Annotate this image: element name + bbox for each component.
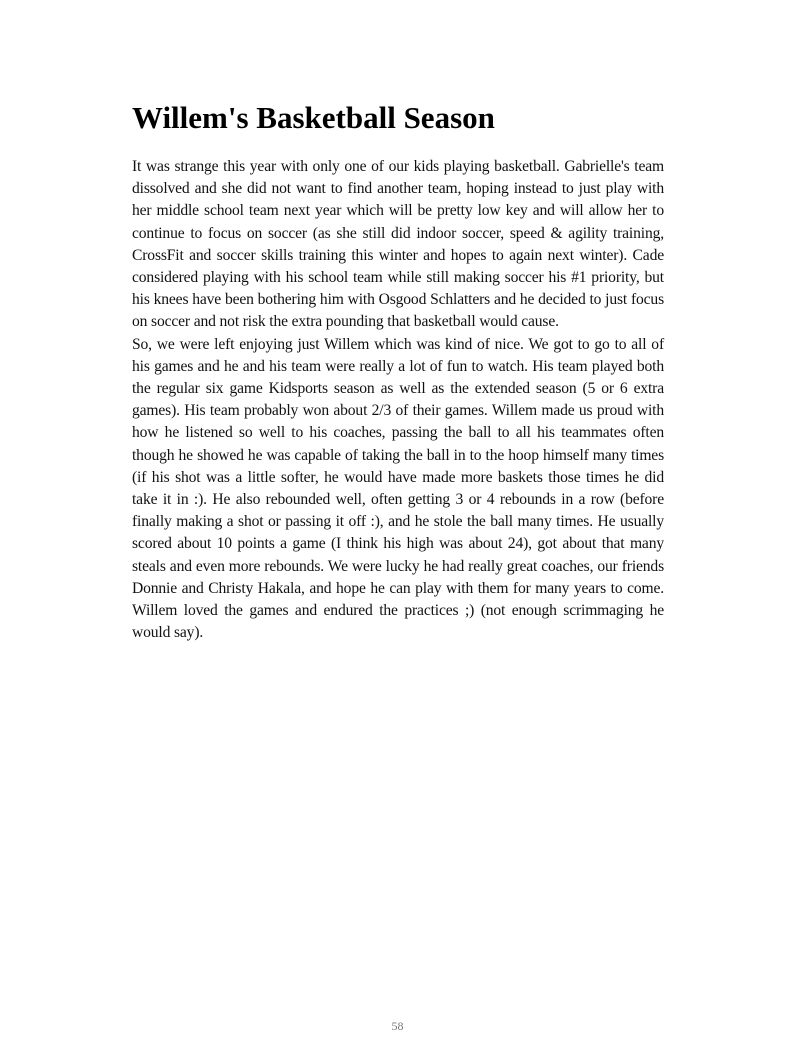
body-text [132, 156, 664, 644]
page-number: 58 [391, 1019, 404, 1033]
paragraph-2: So, we were left enjoying just Willem which was kind of nice. We got to go to all of his games and he and his team were really a lot of fun to watch. His team played both the regular six game Kidsports season as well as the extended season (5 or 6 extra games). His team probably won about 2/3 of their games. Willem made us proud with how he listened so well to his coaches, passing the ball to all his teammates often though he showed he was capable of taking the ball in to the hoop himself many times (if his shot was a little softer, he would have made more baskets those times he did take it in :). He also rebounded well, often getting 3 or 4 rebounds in a row (before finally making a shot or passing it off :), and he stole the ball many times. He usually scored about 10 points a game (I think his high was about 24), got about that many steals and even more rebounds. We were lucky he had really great coaches, our friends Donnie and Christy Hakala, and hope he can play with them for many years to come. Willem loved the games and endured the practices ;) (not enough scrimmaging he would say). [132, 335, 664, 642]
page-title: Willem's Basketball Season [132, 100, 495, 135]
paragraph-1: It was strange this year with only one of our kids playing basketball. Gabrielle's team dissolved and she did not want to find another team, hoping instead to just play with her middle school team next year which will be pretty low key and will allow her to continue to focus on soccer (as she still did indoor soccer, speed & agility training, CrossFit and soccer skills training this winter and hopes to again next winter). Cade considered playing with his school team while still making soccer his #1 priority, but his knees have been bothering him with Osgood Schlatters and he decided to just focus on soccer and not risk the extra pounding that basketball would cause. [132, 158, 664, 331]
